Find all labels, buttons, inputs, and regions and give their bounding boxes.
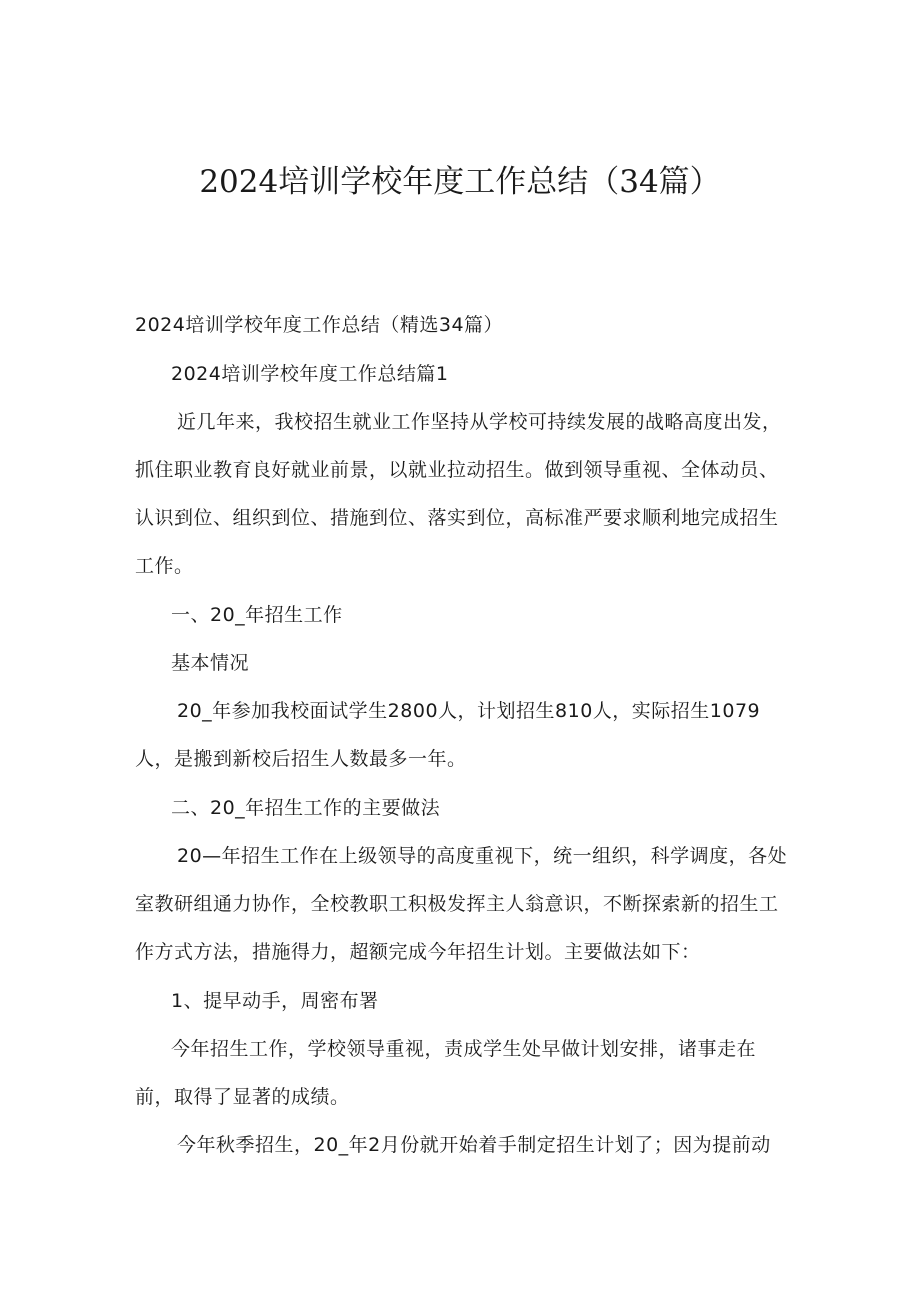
methods-paragraph — [0, 832, 920, 976]
heading-one — [0, 591, 920, 639]
point-one-text: 1、提早动手，周密布署 — [171, 990, 379, 1012]
paragraph-line: 作方式方法，措施得力，超额完成今年招生计划。主要做法如下： — [135, 941, 701, 963]
point-one-paragraph — [0, 1025, 920, 1121]
point-one-heading — [0, 977, 920, 1025]
autumn-paragraph — [0, 1121, 920, 1169]
subtitle-text: 2024培训学校年度工作总结（精选34篇） — [135, 314, 504, 336]
heading-one-text: 一、20_年招生工作 — [171, 604, 343, 626]
document-title: 2024培训学校年度工作总结（34篇） — [199, 164, 721, 200]
basic-situation-text: 基本情况 — [171, 652, 250, 674]
paragraph-line: 室教研组通力协作，全校教职工积极发挥主人翁意识，不断探索新的招生工 — [135, 893, 779, 915]
paragraph-line: 前，取得了显著的成绩。 — [135, 1086, 350, 1108]
heading-two — [0, 784, 920, 832]
document-subtitle — [0, 301, 920, 349]
intro-paragraph — [0, 398, 920, 590]
paragraph-line: 工作。 — [135, 555, 194, 577]
heading-two-text: 二、20_年招生工作的主要做法 — [171, 797, 441, 819]
stats-paragraph — [0, 687, 920, 783]
paragraph-line: 抓住职业教育良好就业前景，以就业拉动招生。做到领导重视、全体动员、 — [135, 459, 779, 481]
section-heading-text: 2024培训学校年度工作总结篇1 — [171, 363, 449, 385]
paragraph-line: 认识到位、组织到位、措施到位、落实到位，高标准严要求顺利地完成招生 — [135, 507, 779, 529]
paragraph-line: 20—年招生工作在上级领导的高度重视下，统一组织，科学调度，各处 — [177, 845, 788, 867]
paragraph-line: 人，是搬到新校后招生人数最多一年。 — [135, 748, 467, 770]
basic-situation-heading — [0, 639, 920, 687]
paragraph-line: 近几年来，我校招生就业工作坚持从学校可持续发展的战略高度出发， — [177, 411, 782, 433]
paragraph-line: 今年秋季招生，20_年2月份就开始着手制定招生计划了；因为提前动 — [177, 1134, 771, 1156]
section-heading — [0, 350, 920, 398]
paragraph-line: 20_年参加我校面试学生2800人，计划招生810人，实际招生1079 — [177, 700, 761, 722]
paragraph-line: 今年招生工作，学校领导重视，责成学生处早做计划安排，诸事走在 — [171, 1038, 757, 1060]
